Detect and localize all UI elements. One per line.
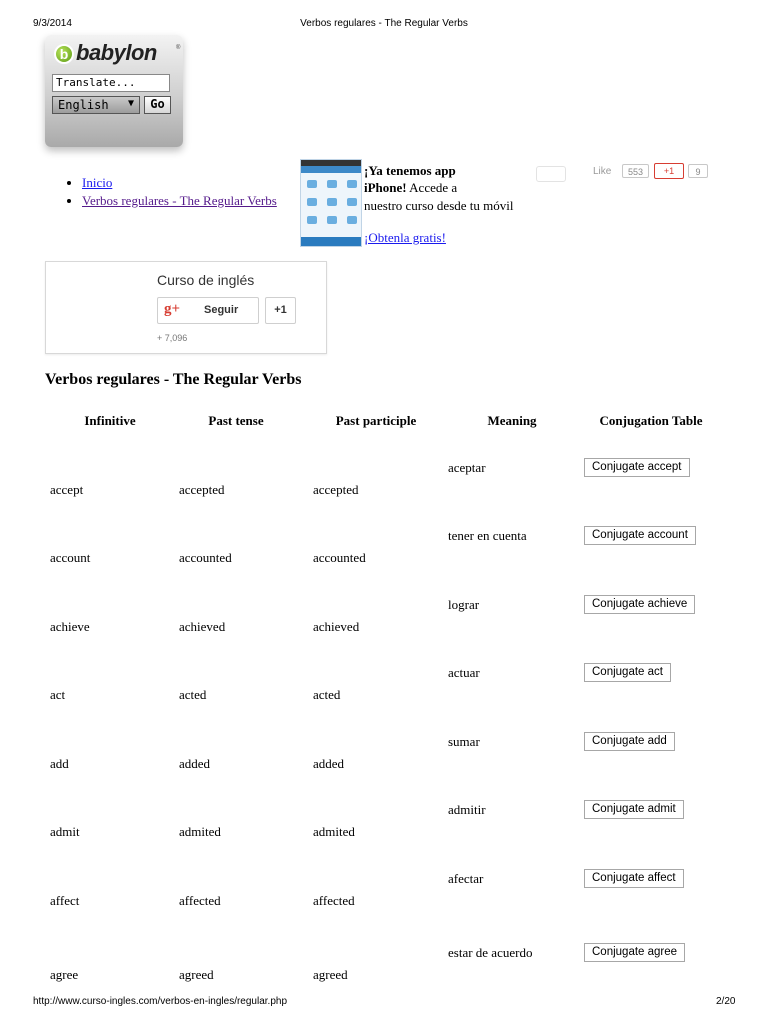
app-promo-line2-rest: Accede a [406, 180, 458, 195]
past-participle-cell: added [313, 756, 345, 771]
header-meaning: Meaning [487, 413, 537, 428]
breadcrumb-link-regular-verbs[interactable]: Verbos regulares - The Regular Verbs [82, 193, 277, 208]
print-date: 9/3/2014 [33, 18, 72, 29]
meaning-cell: aceptar [448, 460, 486, 475]
meaning-cell: afectar [448, 871, 484, 886]
header-past-participle: Past participle [335, 413, 417, 428]
social-share-placeholder[interactable] [536, 166, 566, 182]
infinitive-cell: add [50, 756, 69, 771]
past-participle-cell: affected [313, 893, 355, 908]
past-participle-cell: accepted [313, 482, 359, 497]
like-count: 553 [622, 164, 649, 178]
conjugate-button[interactable]: Conjugate agree [584, 943, 685, 962]
conjugate-button[interactable]: Conjugate add [584, 732, 675, 751]
gplus-follow-box [45, 261, 327, 354]
past-tense-cell: agreed [179, 967, 214, 982]
header-infinitive: Infinitive [84, 413, 136, 428]
trademark-mark: ® [176, 45, 181, 51]
gplus-icon: g+ [164, 301, 181, 317]
follow-label: Seguir [204, 304, 239, 316]
past-tense-cell: affected [179, 893, 221, 908]
plus-one-button[interactable]: +1 [265, 297, 296, 324]
conjugate-button[interactable]: Conjugate affect [584, 869, 684, 888]
past-tense-cell: accounted [179, 550, 232, 565]
page-title: Verbos regulares - The Regular Verbs [45, 371, 302, 388]
past-participle-cell: achieved [313, 619, 360, 634]
infinitive-cell: achieve [50, 619, 90, 634]
go-button[interactable]: Go [144, 96, 171, 114]
conjugate-button[interactable]: Conjugate admit [584, 800, 684, 819]
gplus-page-name: Curso de inglés [157, 272, 255, 288]
meaning-cell: estar de acuerdo [448, 945, 533, 960]
app-promo-headline: ¡Ya tenemos app [364, 163, 456, 178]
past-participle-cell: agreed [313, 967, 348, 982]
language-select[interactable] [52, 96, 140, 114]
meaning-cell: actuar [448, 665, 480, 680]
breadcrumb-item [82, 192, 277, 210]
past-tense-cell: achieved [179, 619, 226, 634]
past-participle-cell: accounted [313, 550, 366, 565]
infinitive-cell: admit [50, 824, 80, 839]
infinitive-cell: account [50, 550, 91, 565]
past-tense-cell: admited [179, 824, 221, 839]
app-promo-line3: nuestro curso desde tu móvil [364, 198, 514, 213]
meaning-cell: lograr [448, 597, 480, 612]
meaning-cell: tener en cuenta [448, 528, 527, 543]
app-promo-iphone: iPhone! [364, 180, 407, 195]
app-promo-line2 [364, 179, 457, 196]
babylon-logo-text: babylon [76, 40, 157, 65]
like-label[interactable]: Like [593, 166, 612, 177]
breadcrumb-link-inicio[interactable]: Inicio [82, 175, 113, 190]
past-tense-cell: added [179, 756, 211, 771]
conjugate-button[interactable]: Conjugate account [584, 526, 696, 545]
infinitive-cell: agree [50, 967, 79, 982]
header-past-tense: Past tense [208, 413, 264, 428]
gplus-follow-button[interactable] [157, 297, 259, 324]
get-app-free-link[interactable]: ¡Obtenla gratis! [364, 230, 446, 245]
breadcrumb [64, 174, 277, 210]
infinitive-cell: accept [50, 482, 84, 497]
follower-count: + 7,096 [157, 333, 188, 343]
print-title: Verbos regulares - The Regular Verbs [300, 18, 468, 29]
header-conjugation-table: Conjugation Table [599, 413, 703, 428]
conjugate-button[interactable]: Conjugate achieve [584, 595, 695, 614]
infinitive-cell: affect [50, 893, 80, 908]
breadcrumb-item [82, 174, 277, 192]
infinitive-cell: act [50, 687, 66, 702]
meaning-cell: sumar [448, 734, 480, 749]
babylon-translate-widget [45, 35, 183, 147]
print-page-number: 2/20 [716, 996, 736, 1007]
past-tense-cell: acted [179, 687, 207, 702]
babylon-logo-icon: b [54, 44, 74, 64]
conjugate-button[interactable]: Conjugate act [584, 663, 671, 682]
translate-input[interactable]: Translate... [52, 74, 170, 92]
print-url: http://www.curso-ingles.com/verbos-en-ingles/regular.php [33, 996, 288, 1007]
conjugate-button[interactable]: Conjugate accept [584, 458, 690, 477]
past-tense-cell: accepted [179, 482, 225, 497]
dropdown-arrow-icon: ▼ [127, 98, 134, 109]
iphone-app-screenshot[interactable] [300, 159, 362, 247]
meaning-cell: admitir [448, 802, 486, 817]
gplus-one-button[interactable]: +1 [654, 163, 684, 179]
past-participle-cell: admited [313, 824, 355, 839]
language-value: English [58, 98, 109, 112]
gplus-count: 9 [688, 164, 708, 178]
past-participle-cell: acted [313, 687, 341, 702]
